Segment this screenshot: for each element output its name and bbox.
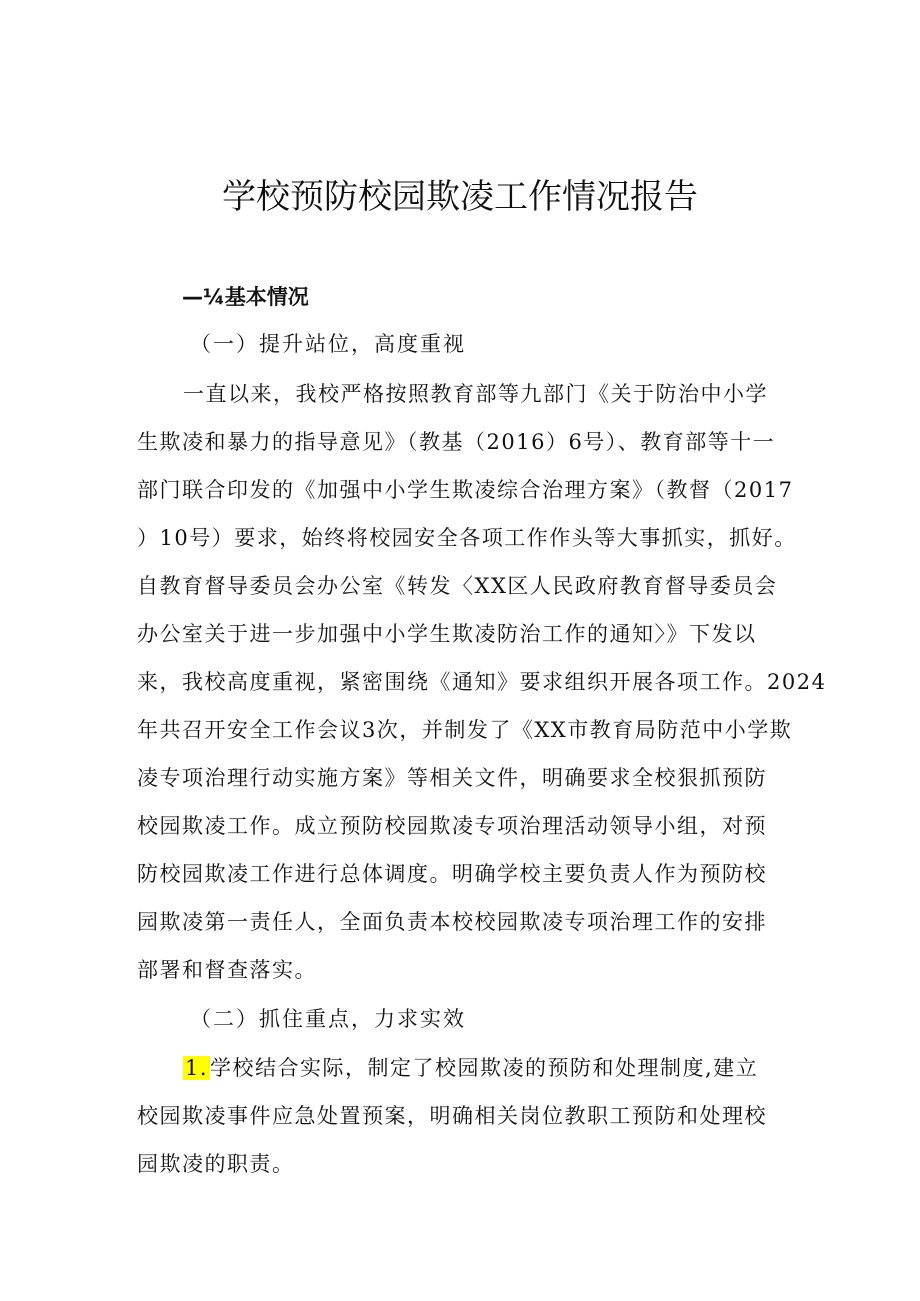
paragraph-line: 来，我校高度重视，紧密围绕《通知》要求组织开展各项工作。2024 (137, 670, 827, 694)
paragraph-2 (137, 1044, 797, 1188)
paragraph-line: ）10号）要求，始终将校园安全各项工作作头等大事抓实，抓好。 (137, 526, 797, 550)
paragraph-line: 部门联合印发的《加强中小学生欺凌综合治理方案》（教督（2017 (137, 478, 794, 502)
section-heading-basic-situation: —¼基本情况 (182, 285, 309, 309)
subsection-heading-1: （一）提升站位，高度重视 (190, 332, 466, 356)
paragraph-line: 年共召开安全工作会议3次，并制发了《XX市教育局防范中小学欺 (137, 718, 793, 742)
document-title: 学校预防校园欺凌工作情况报告 (222, 177, 698, 217)
subsection-heading-2: （二）抓住重点，力求实效 (190, 1007, 466, 1031)
paragraph-line-first (137, 1044, 797, 1092)
paragraph-line: 校园欺凌工作。成立预防校园欺凌专项治理活动领导小组，对预 (137, 814, 767, 838)
paragraph-line: 一直以来，我校严格按照教育部等九部门《关于防治中小学 (183, 382, 768, 406)
paragraph-line: 自教育督导委员会办公室《转发〈XX区人民政府教育督导委员会 (137, 574, 778, 598)
paragraph-line-text: 学校结合实际，制定了校园欺凌的预防和处理制度,建立 (210, 1056, 759, 1080)
paragraph-1 (137, 370, 827, 994)
paragraph-line: 园欺凌第一责任人，全面负责本校校园欺凌专项治理工作的安排 (137, 910, 767, 934)
paragraph-line: 凌专项治理行动实施方案》等相关文件，明确要求全校狠抓预防 (137, 766, 767, 790)
paragraph-line: 生欺凌和暴力的指导意见》（教基（2016）6号）、教育部等十一 (137, 430, 776, 454)
paragraph-line: 部署和督查落实。 (137, 958, 317, 982)
item-number-highlight: 1. (185, 1056, 209, 1080)
paragraph-line: 防校园欺凌工作进行总体调度。明确学校主要负责人作为预防校 (137, 862, 767, 886)
paragraph-line: 办公室关于进一步加强中小学生欺凌防治工作的通知〉》下发以 (137, 622, 757, 646)
paragraph-line: 园欺凌的职责。 (137, 1152, 295, 1176)
paragraph-line: 校园欺凌事件应急处置预案，明确相关岗位教职工预防和处理校 (137, 1104, 767, 1128)
